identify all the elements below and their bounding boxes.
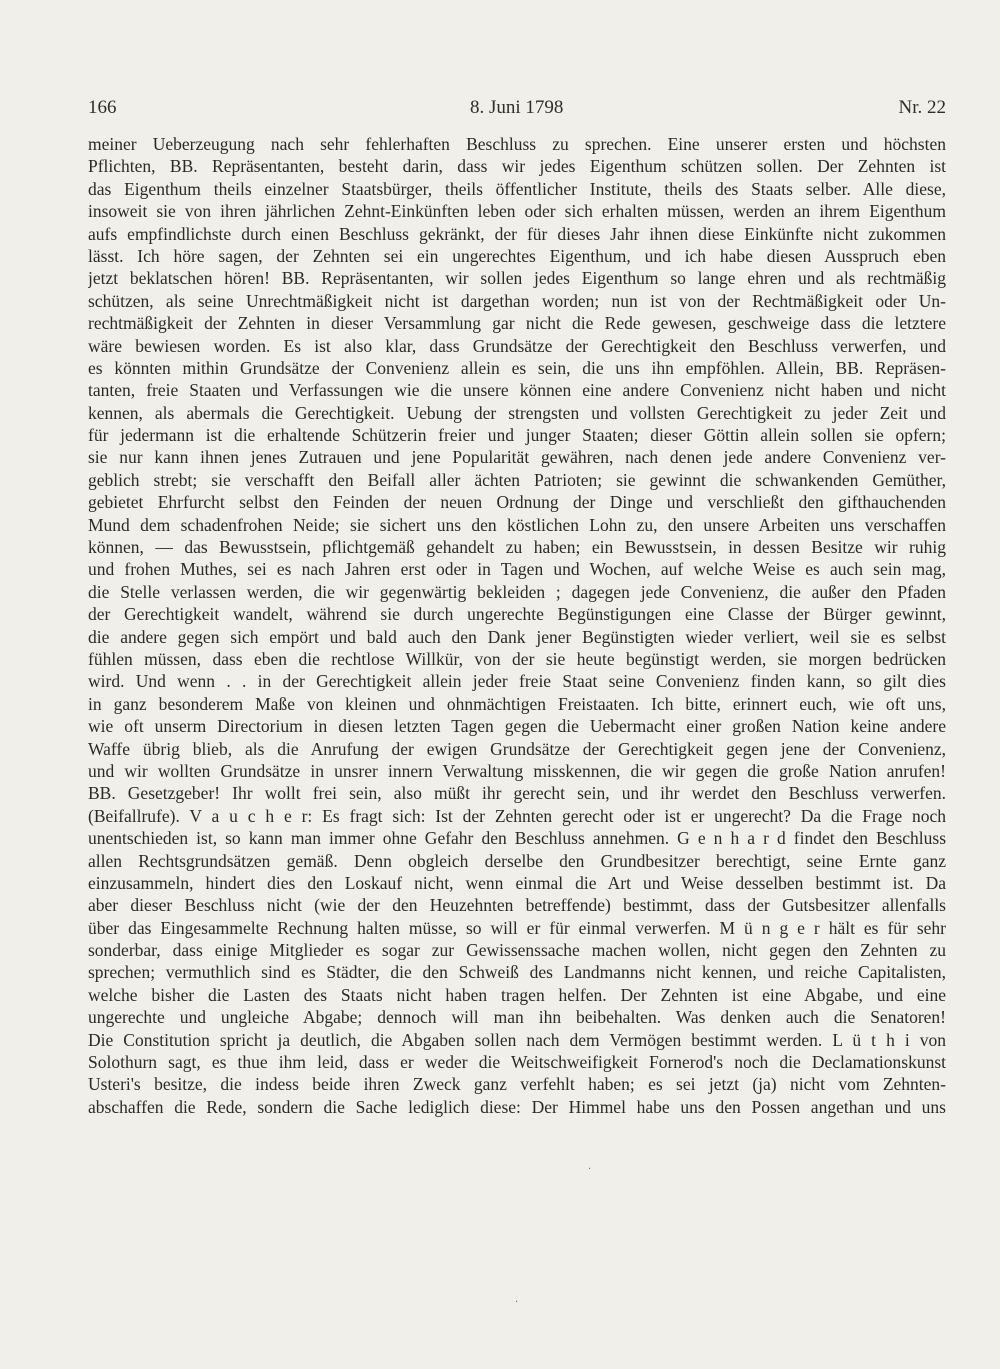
text-line: jetzt beklatschen hören! BB. Repräsentanten, wir sollen jedes Eigenthum so lange ehren und als rechtmäßig <box>88 268 946 289</box>
text-line: ungerechte und ungleiche Abgabe; dennoch will man ihn beibehalten. Was denken auch die Senatoren! <box>88 1007 946 1028</box>
text-line: für jedermann ist die erhaltende Schützerin freier und junger Staaten; dieser Göttin allein sollen sie opfern; <box>88 425 946 446</box>
page-number: 166 <box>88 97 117 118</box>
text-line: meiner Ueberzeugung nach sehr fehlerhaften Beschluss zu sprechen. Eine unserer ersten und höchsten <box>88 134 946 154</box>
page-date: 8. Juni 1798 <box>470 97 564 118</box>
text-line: sie nur kann ihnen jenes Zutrauen und jene Popularität gewähren, nach denen jede andere Convenienz ver- <box>88 447 946 468</box>
text-line: können, — das Bewusstsein, pflichtgemäß gehandelt zu haben; ein Bewusstsein, in dessen Besitze wir ruhig <box>88 537 946 558</box>
text-line: das Eigenthum theils einzelner Staatsbürger, theils öffentlicher Institute, theils des Staats selber. Alle diese, <box>88 178 946 199</box>
text-line: Waffe übrig blieb, als die Anrufung der ewigen Grundsätze der Gerechtigkeit gegen jene der Convenienz, <box>88 738 946 759</box>
text-line: und wir wollten Grundsätze in unsrer innern Verwaltung misskennen, die wir gegen die große Nation anrufen! <box>88 760 946 781</box>
text-line: es könnten mithin Grundsätze der Convenienz allein es sein, die uns ihn empföhlen. Allein, BB. Repräsen- <box>88 357 946 378</box>
text-line: lässt. Ich höre sagen, der Zehnten sei ein ungerechtes Eigenthum, und ich habe diesen Ausspruch eben <box>88 245 946 266</box>
text-line: Mund dem schadenfrohen Neide; sie sichert uns den köstlichen Lohn zu, den unsere Arbeiten uns verschaffen <box>88 514 946 535</box>
text-line: gebietet Ehrfurcht selbst den Feinden der neuen Ordnung der Dinge und verschließt den gifthauchenden <box>88 492 946 513</box>
text-line: Die Constitution spricht ja deutlich, die Abgaben sollen nach dem Vermögen bestimmt werden. L ü t h i von <box>88 1029 946 1050</box>
text-line: kennen, als abermals die Gerechtigkeit. Uebung der strengsten und vollsten Gerechtigkeit zu jeder Zeit und <box>88 402 946 423</box>
text-line: geblich strebt; sie verschafft den Beifall aller ächten Patrioten; sie gewinnt die schwankenden Gemüther, <box>88 469 946 490</box>
text-line: (Beifallrufe). V a u c h e r: Es fragt sich: Ist der Zehnten gerecht oder ist er ungerecht? Da die Frage noch <box>88 805 946 826</box>
text-line: aufs empfindlichste durch einen Beschluss gekränkt, der für dieses Jahr ihnen diese Einkünfte nicht zukommen <box>88 223 946 244</box>
body-text <box>88 133 946 1118</box>
text-line: die andere gegen sich empört und bald auch den Dank jener Begünstigten wieder verliert, weil sie es selbst <box>88 626 946 647</box>
text-line: fühlen müssen, dass eben die rechtlose Willkür, von der sie heute begünstigt werden, sie morgen bedrücken <box>88 648 946 669</box>
text-line: die Stelle verlassen werden, die wir gegenwärtig bekleiden ; dagegen jede Convenienz, die außer den Pfaden <box>88 581 946 602</box>
text-line: insoweit sie von ihren jährlichen Zehnt-Einkünften leben oder sich erhalten müssen, werden an ihrem Eigenthum <box>88 201 946 222</box>
text-line: rechtmäßigkeit der Zehnten in dieser Versammlung gar nicht die Rede gewesen, geschweige dass die letztere <box>88 313 946 334</box>
text-line: unentschieden ist, so kann man immer ohne Gefahr den Beschluss annehmen. G e n h a r d findet den Beschluss <box>88 828 946 849</box>
page-header <box>88 97 946 125</box>
text-line: welche bisher die Lasten des Staats nicht haben tragen helfen. Der Zehnten ist eine Abgabe, und eine <box>88 984 946 1005</box>
text-line: tanten, freie Staaten und Verfassungen wie die unsere können eine andere Convenienz nicht haben und nicht <box>88 380 946 401</box>
text-line: über das Eingesammelte Rechnung halten müsse, so will er für einmal verwerfen. M ü n g e r hält es für sehr <box>88 917 946 938</box>
text-line: BB. Gesetzgeber! Ihr wollt frei sein, also müßt ihr gerecht sein, und ihr werdet den Beschluss verwerfen. <box>88 783 946 804</box>
text-line: Pflichten, BB. Repräsentanten, besteht darin, dass wir jedes Eigenthum schützen sollen. Der Zehnten ist <box>88 156 946 177</box>
text-line: abschaffen die Rede, sondern die Sache lediglich diese: Der Himmel habe uns den Possen angethan und uns <box>88 1096 946 1117</box>
text-line: wie oft unserm Directorium in diesen letzten Tagen gegen die Uebermacht einer großen Nation keine andere <box>88 716 946 737</box>
text-line: schützen, als seine Unrechtmäßigkeit nicht ist dargethan worden; nun ist von der Rechtmäßigkeit oder Un- <box>88 290 946 311</box>
text-line: aber dieser Beschluss nicht (wie der den Heuzehnten betreffende) bestimmt, dass der Gutsbesitzer allenfalls <box>88 895 946 916</box>
text-line: sprechen; vermuthlich sind es Städter, die den Schweiß des Landmanns nicht kennen, und reiche Capitalisten, <box>88 962 946 983</box>
text-line: und frohen Muthes, sei es nach Jahren erst oder in Tagen und Wochen, auf welche Weise es auch sein mag, <box>88 559 946 580</box>
text-line: wäre bewiesen worden. Es ist also klar, dass Grundsätze der Gerechtigkeit den Beschluss verwerfen, und <box>88 335 946 356</box>
text-line: Usteri's besitze, die indess beide ihren Zweck ganz verfehlt haben; es sei jetzt (ja) nicht vom Zehnten- <box>88 1074 946 1095</box>
issue-number: Nr. 22 <box>898 97 946 118</box>
text-line: allen Rechtsgrundsätzen gemäß. Denn obgleich derselbe den Grundbesitzer berechtigt, seine Ernte ganz <box>88 850 946 871</box>
text-line: Solothurn sagt, es thue ihm leid, dass er weder die Weitschweifigkeit Fornerod's noch die Declamationskunst <box>88 1052 946 1073</box>
text-line: wird. Und wenn . . in der Gerechtigkeit allein jeder freie Staat seine Convenienz finden kann, so gilt dies <box>88 671 946 692</box>
text-line: der Gerechtigkeit wandelt, während sie durch ungerechte Begünstigungen eine Classe der Bürger gewinnt, <box>88 604 946 625</box>
speck-mark: · <box>515 1297 519 1308</box>
speck-mark: · <box>588 1164 592 1175</box>
text-line: in ganz besonderem Maße von kleinen und ohnmächtigen Freistaaten. Ich bitte, erinnert euch, wie oft uns, <box>88 693 946 714</box>
text-line: sonderbar, dass einige Mitglieder es sogar zur Gewissenssache machen wollen, nicht gegen den Zehnten zu <box>88 940 946 961</box>
text-line: einzusammeln, hindert dies den Loskauf nicht, wenn einmal die Art und Weise desselben bestimmt ist. Da <box>88 872 946 893</box>
